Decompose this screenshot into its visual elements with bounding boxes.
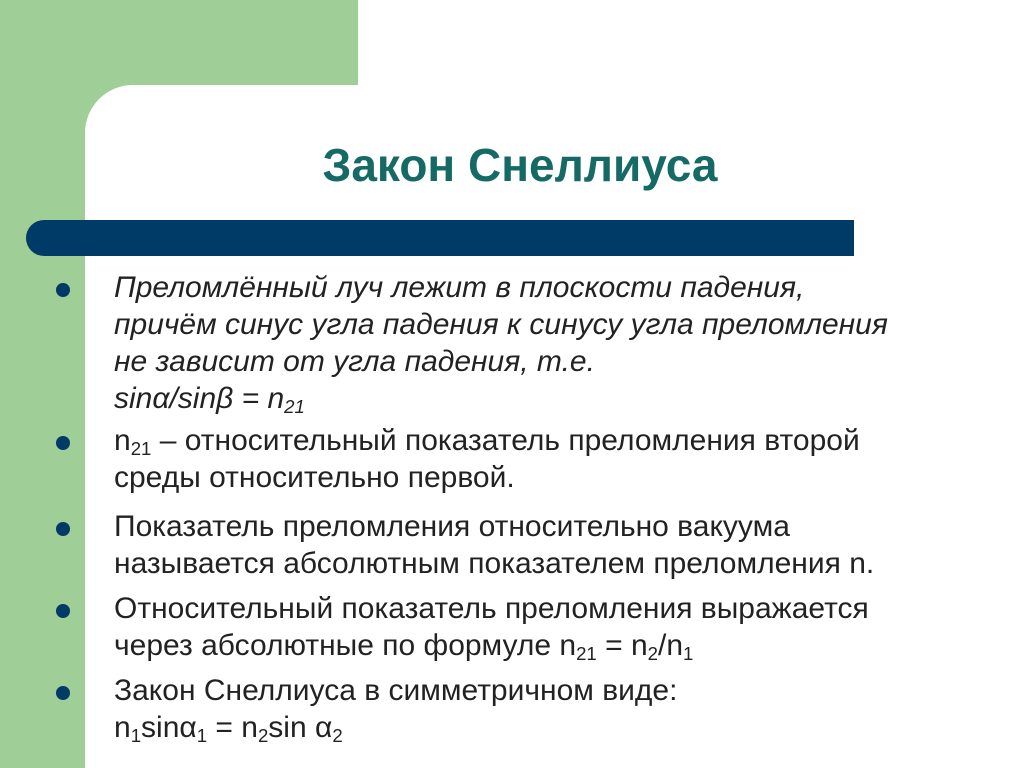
bullet-text-3 [114,508,1004,582]
sub-1: 1 [683,643,694,665]
f-sub-2: 2 [257,725,269,747]
bullet-1-formula [114,380,1004,417]
snell-symmetric-formula [114,709,1004,746]
bullet-1-line-3: не зависит от угла падения, т.е. [114,345,595,378]
f-eq-n: = n [207,711,258,744]
bullet-text-1 [114,269,1004,417]
n21-subscript: 21 [130,438,152,460]
bullet-text-5 [114,672,1004,746]
bullet-dot-5 [56,686,70,700]
bullet-1-line-1: Преломлённый луч лежит в плоскости падения, [114,271,805,304]
f-sub-alpha-2: 2 [332,725,343,747]
eq-n: = n [596,629,648,662]
bullet-5-line-1: Закон Снеллиуса в симметричном виде: [114,674,678,707]
f-sub-alpha-1: 1 [196,725,208,747]
bullet-1-line-2: причём синус угла падения к синусу угла преломления [114,308,888,341]
bullet-dot-2 [56,436,70,450]
bullet-text-4 [114,590,1004,664]
f-sin-alpha: sinα [141,711,197,744]
sub-21: 21 [576,643,597,665]
bullet-dot-1 [56,283,70,297]
bullet-4-text: через абсолютные по формуле n [114,629,577,662]
bullet-4-line-1: Относительный показатель преломления выражается [114,592,869,625]
bullet-dot-4 [56,604,70,618]
bullet-3-line-2: называется абсолютным показателем преломления n. [114,547,875,580]
formula-subscript: 21 [284,396,305,418]
f-sin-alpha-2: sin α [268,711,333,744]
title-underline-bar [26,220,854,256]
bullet-2-text: – относительный показатель преломления второй [151,424,860,457]
sub-2: 2 [647,643,658,665]
slash-n: /n [657,629,684,662]
bullet-3-line-1: Показатель преломления относительно вакуума [114,510,790,543]
bullet-2-line-1 [114,422,1004,459]
bullet-dot-3 [56,522,70,536]
bullet-4-line-2 [114,627,1004,664]
slide-title: Закон Снеллиуса [322,139,718,191]
n21-symbol: n [114,424,131,457]
formula-main: sinα/sinβ = n [114,382,285,415]
f-sub-1: 1 [130,725,142,747]
bullet-2-line-2: среды относительно первой. [114,461,515,494]
f-n: n [114,711,131,744]
bullet-text-2 [114,422,1004,496]
